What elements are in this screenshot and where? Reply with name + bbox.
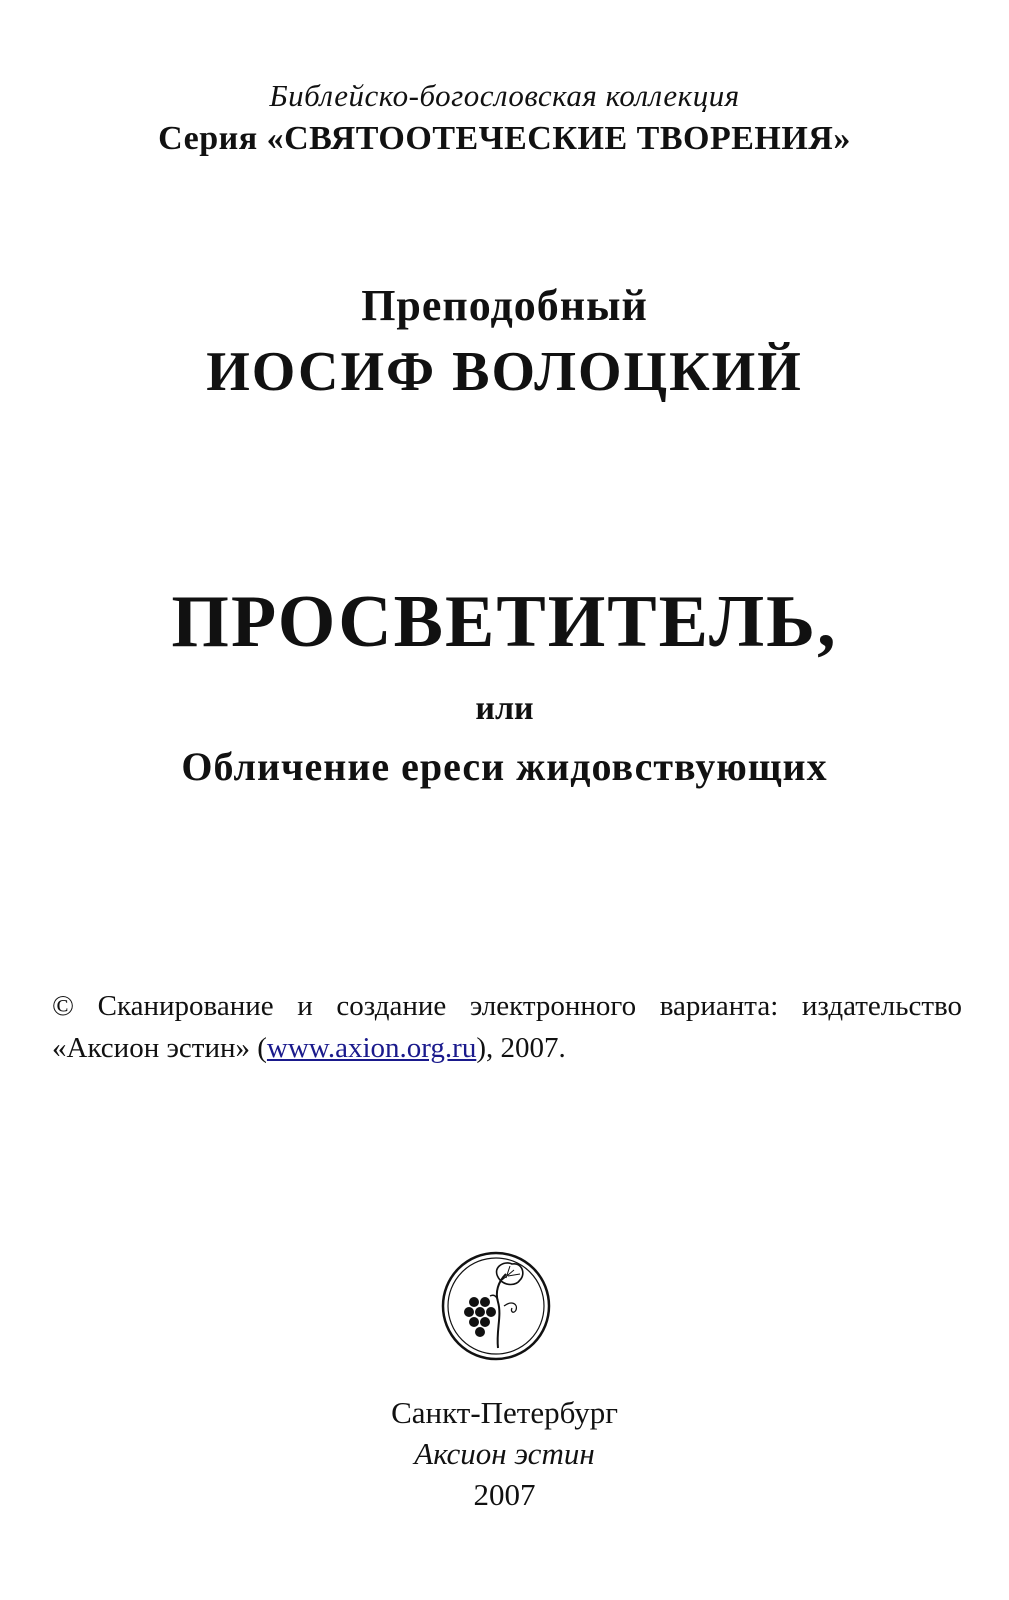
copyright-notice xyxy=(52,985,962,1069)
author-name: ИОСИФ ВОЛОЦКИЙ xyxy=(206,341,803,403)
title-conjunction: или xyxy=(475,690,534,727)
publication-city: Санкт-Петербург xyxy=(391,1395,618,1430)
copyright-text-after: ), 2007. xyxy=(476,1032,566,1064)
book-title: ПРОСВЕТИТЕЛЬ, xyxy=(171,581,838,663)
copyright-text-before: © Сканирование и создание электронного варианта: издательство «Аксион эстин» ( xyxy=(52,990,962,1064)
publication-year: 2007 xyxy=(473,1477,536,1512)
author-title: Преподобный xyxy=(361,281,648,330)
grapevine-emblem-icon xyxy=(440,1250,552,1362)
publisher-website-link[interactable]: www.axion.org.ru xyxy=(266,1032,477,1064)
collection-name: Библейско-богословская коллекция xyxy=(269,78,740,113)
book-subtitle: Обличение ереси жидовствующих xyxy=(181,744,828,789)
series-name: Серия «СВЯТООТЕЧЕСКИЕ ТВОРЕНИЯ» xyxy=(158,120,851,157)
publisher-name: Аксион эстин xyxy=(414,1436,595,1471)
